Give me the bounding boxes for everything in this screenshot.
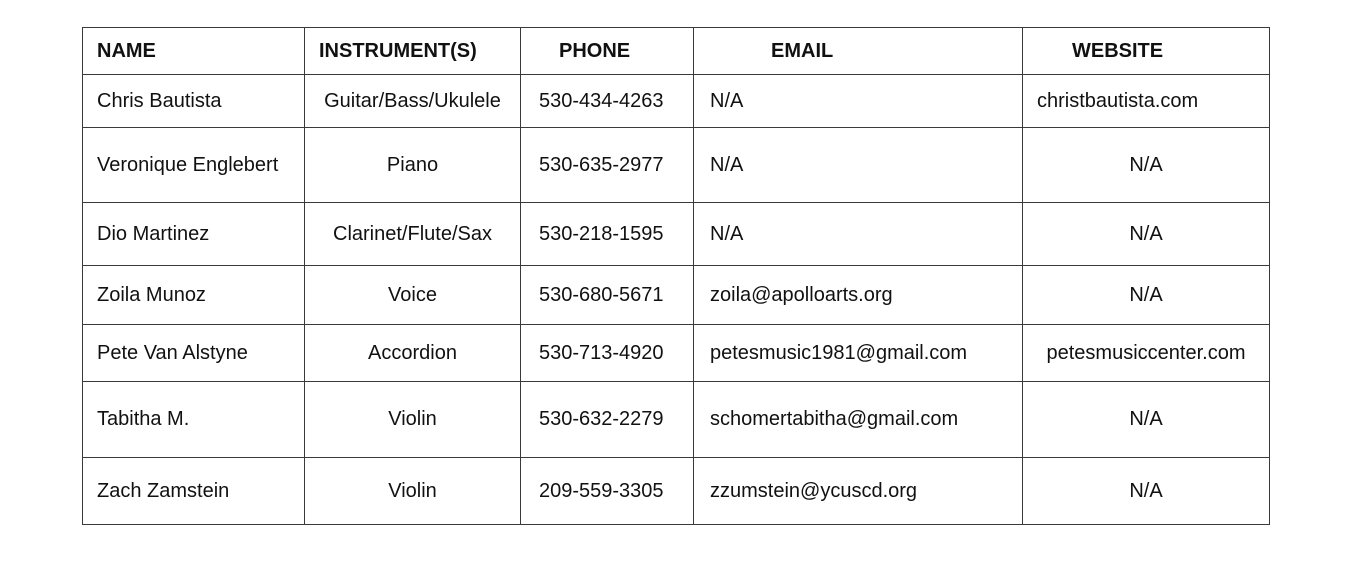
cell-phone: 530-218-1595 — [521, 203, 694, 266]
cell-email: schomertabitha@gmail.com — [694, 382, 1023, 458]
table-row — [83, 266, 1270, 325]
cell-email: zoila@apolloarts.org — [694, 266, 1023, 325]
cell-instrument: Piano — [305, 128, 521, 203]
cell-phone: 530-680-5671 — [521, 266, 694, 325]
cell-email: zzumstein@ycuscd.org — [694, 458, 1023, 525]
cell-name: Zach Zamstein — [83, 458, 305, 525]
table-row — [83, 75, 1270, 128]
cell-email: N/A — [694, 128, 1023, 203]
cell-website: N/A — [1023, 128, 1270, 203]
cell-website: N/A — [1023, 203, 1270, 266]
cell-email: N/A — [694, 203, 1023, 266]
cell-name: Chris Bautista — [83, 75, 305, 128]
table-row — [83, 128, 1270, 203]
column-header-instrument: INSTRUMENT(S) — [305, 28, 521, 75]
cell-name: Veronique Englebert — [83, 128, 305, 203]
cell-website: N/A — [1023, 458, 1270, 525]
column-header-website: WEBSITE — [1023, 28, 1270, 75]
cell-website: petesmusiccenter.com — [1023, 325, 1270, 382]
cell-name: Zoila Munoz — [83, 266, 305, 325]
cell-name: Pete Van Alstyne — [83, 325, 305, 382]
cell-website: christbautista.com — [1023, 75, 1270, 128]
contacts-table — [82, 27, 1270, 525]
column-header-phone: PHONE — [521, 28, 694, 75]
cell-instrument: Guitar/Bass/Ukulele — [305, 75, 521, 128]
cell-phone: 530-434-4263 — [521, 75, 694, 128]
cell-name: Dio Martinez — [83, 203, 305, 266]
column-header-email: EMAIL — [694, 28, 1023, 75]
cell-name: Tabitha M. — [83, 382, 305, 458]
table-row — [83, 458, 1270, 525]
cell-phone: 530-632-2279 — [521, 382, 694, 458]
cell-website: N/A — [1023, 266, 1270, 325]
cell-instrument: Violin — [305, 458, 521, 525]
cell-phone: 530-635-2977 — [521, 128, 694, 203]
header-row — [83, 28, 1270, 75]
table-row — [83, 382, 1270, 458]
cell-website: N/A — [1023, 382, 1270, 458]
cell-email: N/A — [694, 75, 1023, 128]
table-row — [83, 203, 1270, 266]
table-row — [83, 325, 1270, 382]
cell-instrument: Voice — [305, 266, 521, 325]
column-header-name: NAME — [83, 28, 305, 75]
cell-phone: 209-559-3305 — [521, 458, 694, 525]
cell-instrument: Accordion — [305, 325, 521, 382]
cell-instrument: Clarinet/Flute/Sax — [305, 203, 521, 266]
cell-email: petesmusic1981@gmail.com — [694, 325, 1023, 382]
cell-instrument: Violin — [305, 382, 521, 458]
cell-phone: 530-713-4920 — [521, 325, 694, 382]
